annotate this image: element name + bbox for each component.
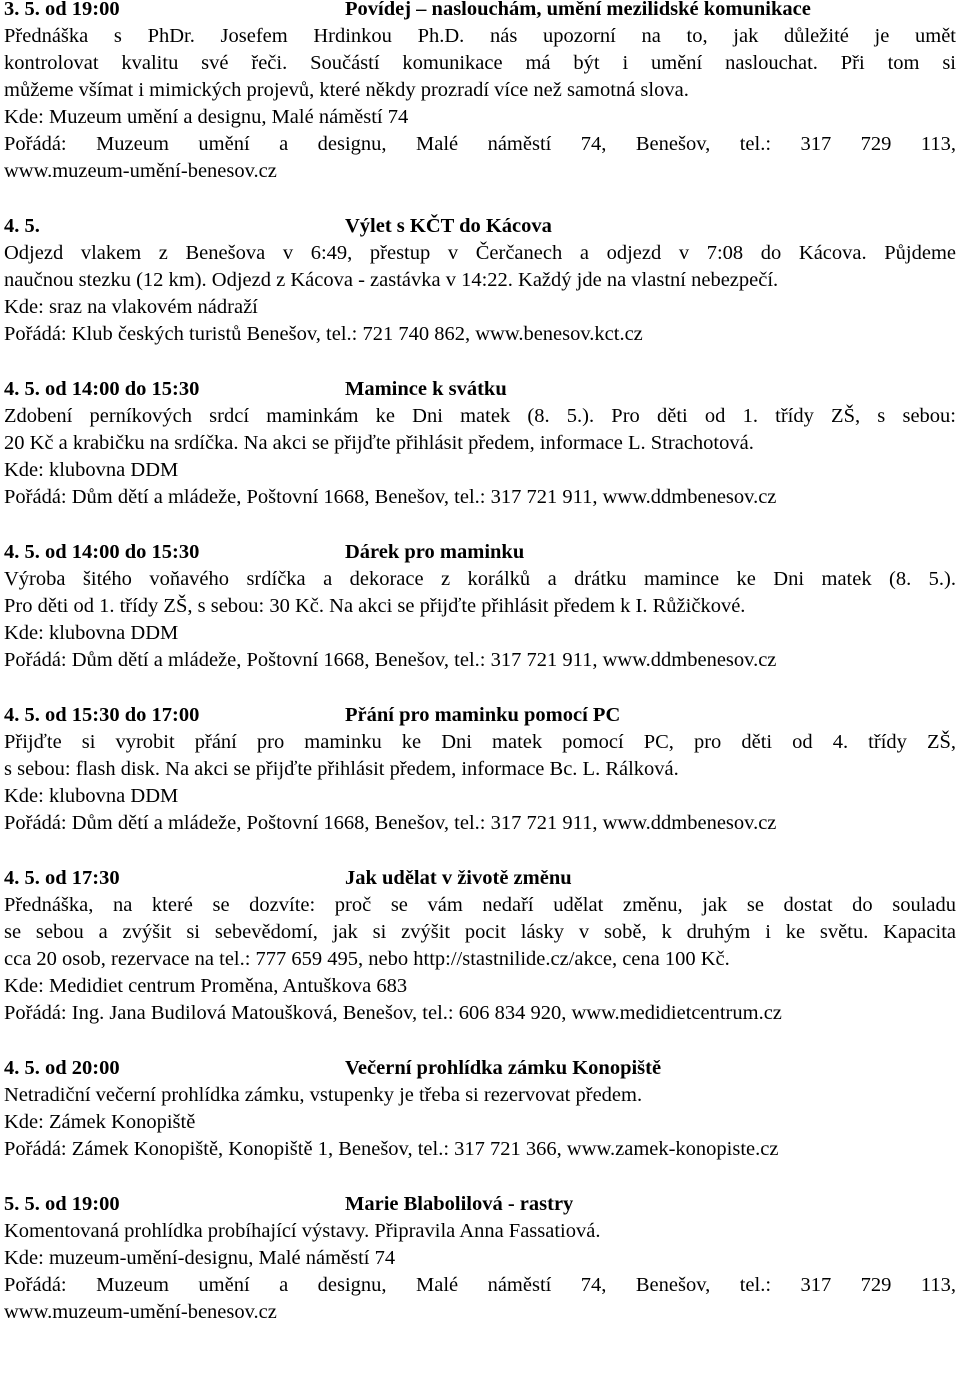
event-organizer-line: Pořádá: Ing. Jana Budilová Matoušková, Benešov, tel.: 606 834 920, www.medidietcentrum.cz xyxy=(4,1002,782,1024)
event-description-line: Přijďte si vyrobit přání pro maminku ke Dni matek pomocí PC, pro děti od 4. třídy ZŠ, xyxy=(4,731,956,753)
event-organizer-line: Pořádá: Klub českých turistů Benešov, tel.: 721 740 862, www.benesov.kct.cz xyxy=(4,323,643,345)
event-heading xyxy=(4,539,956,566)
event-description-line: kontrolovat kvalitu své řeči. Součástí komunikace má být i umění naslouchat. Při tom si xyxy=(4,52,956,74)
event-title: Přání pro maminku pomocí PC xyxy=(345,704,621,726)
event-organizer-line: Pořádá: Dům dětí a mládeže, Poštovní 1668, Benešov, tel.: 317 721 911, www.ddmbenesov.cz xyxy=(4,812,777,834)
event-entry xyxy=(4,539,956,674)
event-date: 4. 5. od 17:30 xyxy=(4,867,120,889)
event-organizer-line: Pořádá: Muzeum umění a designu, Malé náměstí 74, Benešov, tel.: 317 729 113, xyxy=(4,1274,956,1296)
event-location: Kde: sraz na vlakovém nádraží xyxy=(4,296,258,318)
event-organizer-line: Pořádá: Dům dětí a mládeže, Poštovní 1668, Benešov, tel.: 317 721 911, www.ddmbenesov.cz xyxy=(4,649,777,671)
event-location: Kde: klubovna DDM xyxy=(4,785,179,807)
event-location: Kde: Medidiet centrum Proměna, Antuškova 683 xyxy=(4,975,408,997)
event-description-line: Zdobení perníkových srdcí maminkám ke Dni matek (8. 5.). Pro děti od 1. třídy ZŠ, s sebou: xyxy=(4,405,956,427)
event-description-line: Netradiční večerní prohlídka zámku, vstupenky je třeba si rezervovat předem. xyxy=(4,1084,643,1106)
event-heading xyxy=(4,1055,956,1082)
event-title: Povídej – naslouchám, umění mezilidské komunikace xyxy=(345,0,811,20)
event-description-line: s sebou: flash disk. Na akci se přijďte přihlásit předem, informace Bc. L. Rálková. xyxy=(4,758,679,780)
event-organizer-line: www.muzeum-umění-benesov.cz xyxy=(4,1301,277,1323)
event-location: Kde: Muzeum umění a designu, Malé náměstí 74 xyxy=(4,106,409,128)
event-title: Mamince k svátku xyxy=(345,378,507,400)
event-heading xyxy=(4,1191,956,1218)
event-description-line: Komentovaná prohlídka probíhající výstavy. Připravila Anna Fassatiová. xyxy=(4,1220,601,1242)
event-description-line: se sebou a zvýšit si sebevědomí, jak si zvýšit pocit lásky v sobě, k druhým i ke světu. Kapacita xyxy=(4,921,956,943)
event-description-line: cca 20 osob, rezervace na tel.: 777 659 495, nebo http://stastnilide.cz/akce, cena 100 Kč. xyxy=(4,948,730,970)
event-entry xyxy=(4,0,956,185)
event-organizer-line: Pořádá: Muzeum umění a designu, Malé náměstí 74, Benešov, tel.: 317 729 113, xyxy=(4,133,956,155)
event-heading xyxy=(4,0,956,23)
event-date: 4. 5. od 15:30 do 17:00 xyxy=(4,704,200,726)
event-heading xyxy=(4,865,956,892)
event-organizer-line: Pořádá: Zámek Konopiště, Konopiště 1, Benešov, tel.: 317 721 366, www.zamek-konopiste.cz xyxy=(4,1138,779,1160)
event-date: 3. 5. od 19:00 xyxy=(4,0,120,20)
event-title: Jak udělat v životě změnu xyxy=(345,867,572,889)
event-heading xyxy=(4,213,956,240)
event-date: 4. 5. od 14:00 do 15:30 xyxy=(4,541,200,563)
event-title: Marie Blabolilová - rastry xyxy=(345,1193,574,1215)
event-location: Kde: Zámek Konopiště xyxy=(4,1111,196,1133)
event-organizer-line: Pořádá: Dům dětí a mládeže, Poštovní 1668, Benešov, tel.: 317 721 911, www.ddmbenesov.cz xyxy=(4,486,777,508)
event-entry xyxy=(4,376,956,511)
event-description-line: naučnou stezku (12 km). Odjezd z Kácova - zastávka v 14:22. Každý jde na vlastní nebezpečí. xyxy=(4,269,779,291)
event-description-line: Odjezd vlakem z Benešova v 6:49, přestup v Čerčanech a odjezd v 7:08 do Kácova. Půjdeme xyxy=(4,242,956,264)
event-date: 4. 5. od 14:00 do 15:30 xyxy=(4,378,200,400)
event-date: 4. 5. xyxy=(4,215,40,237)
event-date: 4. 5. od 20:00 xyxy=(4,1057,120,1079)
event-heading xyxy=(4,376,956,403)
event-title: Výlet s KČT do Kácova xyxy=(345,215,552,237)
event-date: 5. 5. od 19:00 xyxy=(4,1193,120,1215)
event-title: Večerní prohlídka zámku Konopiště xyxy=(345,1057,662,1079)
event-organizer-line: www.muzeum-umění-benesov.cz xyxy=(4,160,277,182)
event-description-line: Pro děti od 1. třídy ZŠ, s sebou: 30 Kč. Na akci se přijďte přihlásit předem k I. Růžičkové. xyxy=(4,595,746,617)
event-description-line: Přednáška, na které se dozvíte: proč se vám nedaří udělat změnu, jak se dostat do souladu xyxy=(4,894,956,916)
event-location: Kde: muzeum-umění-designu, Malé náměstí 74 xyxy=(4,1247,396,1269)
event-location: Kde: klubovna DDM xyxy=(4,459,179,481)
event-entry xyxy=(4,1191,956,1326)
event-description-line: můžeme všímat i mimických projevů, které někdy prozradí více než samotná slova. xyxy=(4,79,689,101)
event-description-line: 20 Kč a krabičku na srdíčka. Na akci se přijďte přihlásit předem, informace L. Strachotová. xyxy=(4,432,754,454)
event-entry xyxy=(4,702,956,837)
event-description-line: Přednáška s PhDr. Josefem Hrdinkou Ph.D. nás upozorní na to, jak důležité je umět xyxy=(4,25,956,47)
event-entry xyxy=(4,213,956,348)
event-entry xyxy=(4,1055,956,1163)
event-description-line: Výroba šitého voňavého srdíčka a dekorace z korálků a drátku mamince ke Dni matek (8. 5.). xyxy=(4,568,956,590)
event-title: Dárek pro maminku xyxy=(345,541,525,563)
event-location: Kde: klubovna DDM xyxy=(4,622,179,644)
event-heading xyxy=(4,702,956,729)
event-entry xyxy=(4,865,956,1027)
